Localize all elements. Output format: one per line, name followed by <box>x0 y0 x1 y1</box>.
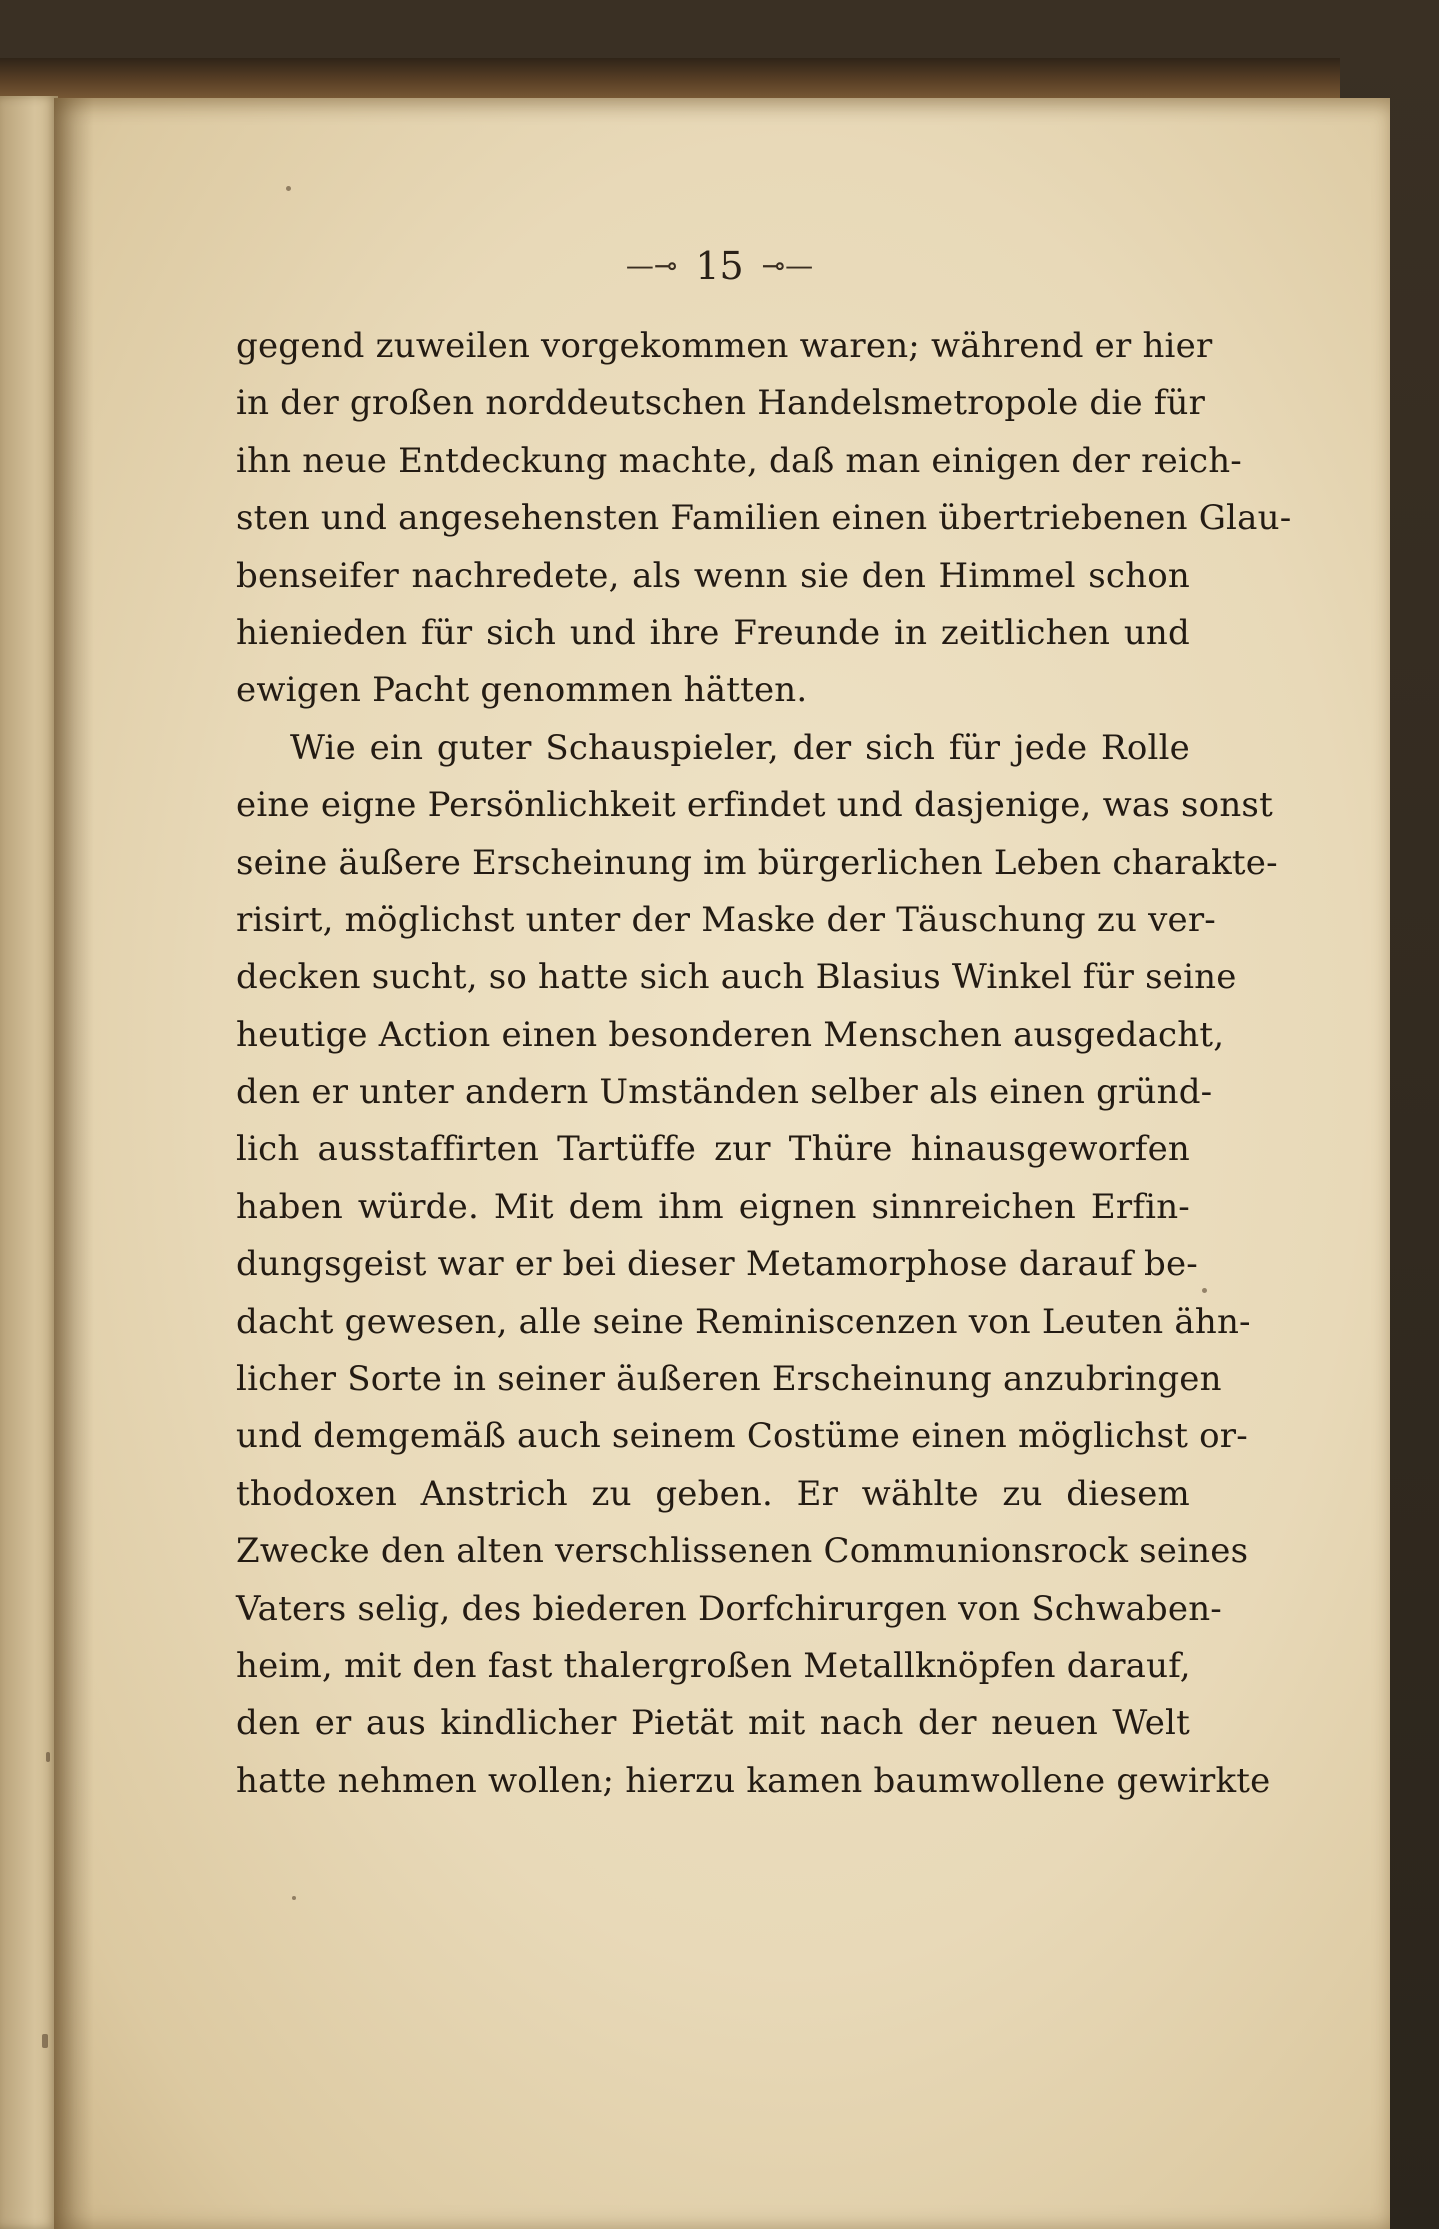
gutter-shadow <box>54 98 94 2229</box>
text-line: sten und angesehensten Familien einen übertriebenen Glau- <box>236 498 1292 539</box>
text-line: und demgemäß auch seinem Costüme einen möglichst or- <box>236 1416 1248 1457</box>
text-line: heutige Action einen besonderen Menschen ausgedacht, <box>236 1014 1225 1055</box>
paper-mark <box>46 1752 50 1762</box>
text-line: gegend zuweilen vorgekommen waren; während er hier <box>236 326 1213 366</box>
page-number: 15 <box>695 244 744 288</box>
text-line: licher Sorte in seiner äußeren Erscheinung anzubringen <box>236 1359 1222 1400</box>
text-line: risirt, möglichst unter der Maske der Täuschung zu ver- <box>236 899 1216 940</box>
text-line: Zwecke den alten verschlissenen Communionsrock seines <box>236 1531 1249 1572</box>
paper-speck <box>292 1896 296 1900</box>
text-line: dacht gewesen, alle seine Reminiscenzen von Leuten ähn- <box>236 1301 1251 1342</box>
paper-speck <box>286 186 291 191</box>
text-line: seine äußere Erscheinung im bürgerlichen Leben charakte- <box>236 842 1278 883</box>
paper-mark <box>42 2034 48 2048</box>
page-number-header <box>0 244 1439 288</box>
text-line: Wie ein guter Schauspieler, der sich für jede Rolle <box>290 727 1190 768</box>
text-line: heim, mit den fast thalergroßen Metallknöpfen darauf, <box>236 1645 1191 1686</box>
facing-page-edge <box>0 96 58 2229</box>
text-line: in der großen norddeutschen Handelsmetropole die für <box>236 383 1206 424</box>
text-line: eine eigne Persönlichkeit erfindet und dasjenige, was sonst <box>236 785 1273 826</box>
paper-speck <box>1202 1288 1207 1293</box>
text-line: haben würde. Mit dem ihm eignen sinnreichen Erfin- <box>236 1186 1190 1227</box>
text-line: Vaters selig, des biederen Dorfchirurgen von Schwaben- <box>236 1588 1222 1629</box>
text-line: hatte nehmen wollen; hierzu kamen baumwollene gewirkte <box>236 1760 1271 1801</box>
text-line: decken sucht, so hatte sich auch Blasius Winkel für seine <box>236 957 1237 998</box>
ornament-left-icon: —⊸ <box>625 249 678 282</box>
text-line: den er unter andern Umständen selber als einen gründ- <box>236 1072 1213 1113</box>
text-line: benseifer nachredete, als wenn sie den Himmel schon <box>236 555 1190 596</box>
text-line: ewigen Pacht genommen hätten. <box>236 670 808 711</box>
text-line: thodoxen Anstrich zu geben. Er wählte zu diesem <box>236 1473 1190 1514</box>
text-line: den er aus kindlicher Pietät mit nach der neuen Welt <box>236 1703 1190 1744</box>
ornament-right-icon: ⊸— <box>761 249 814 282</box>
text-line: hienieden für sich und ihre Freunde in zeitlichen und <box>236 612 1190 653</box>
text-line: dungsgeist war er bei dieser Metamorphose darauf be- <box>236 1244 1198 1285</box>
body-text <box>236 318 1292 1810</box>
text-line: ihn neue Entdeckung machte, daß man einigen der reich- <box>236 440 1242 481</box>
text-line: lich ausstaffirten Tartüffe zur Thüre hinausgeworfen <box>236 1129 1190 1170</box>
binding-edge <box>0 58 1340 102</box>
